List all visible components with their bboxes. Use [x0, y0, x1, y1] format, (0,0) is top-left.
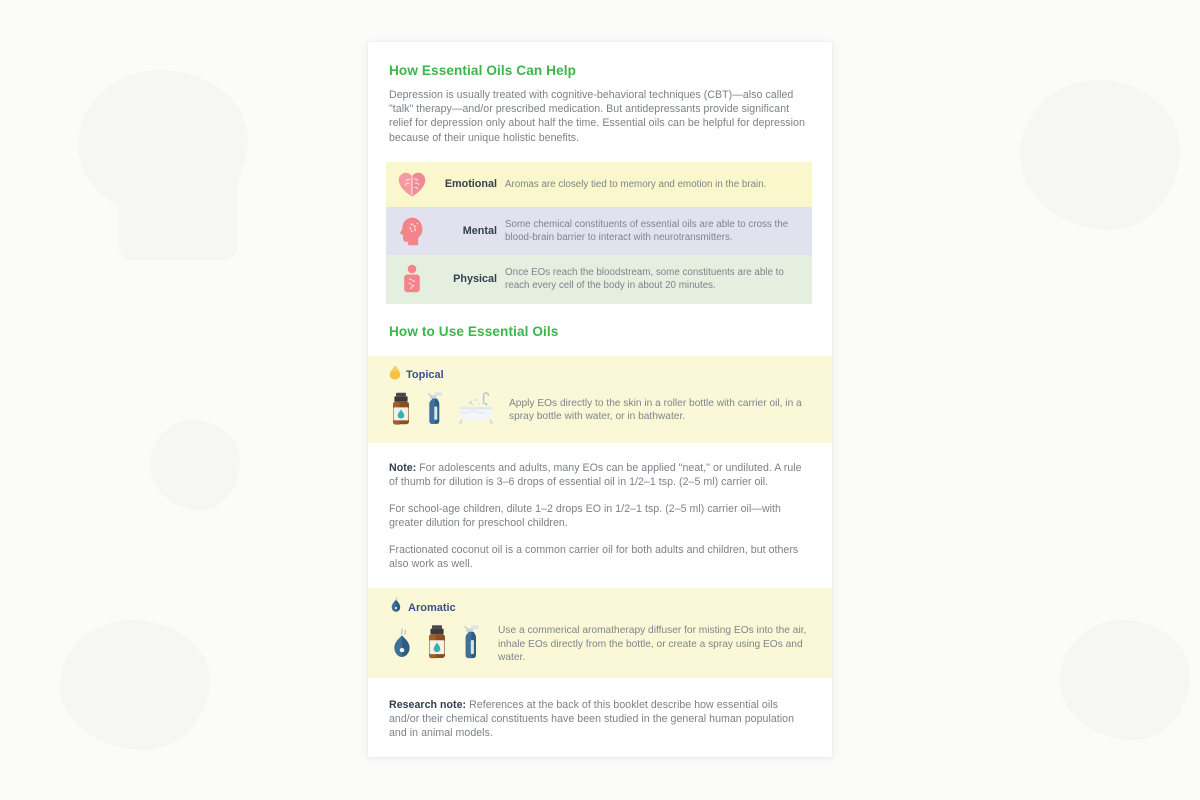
background-watermark	[1020, 80, 1180, 230]
usage-description-aromatic: Use a commerical aromatherapy diffuser for misting EOs into the air, inhale EOs directly from the bottle, or create a spray using EOs and water.	[498, 625, 807, 664]
section-heading-help: How Essential Oils Can Help	[389, 63, 577, 78]
benefit-label-physical: Physical	[453, 273, 497, 286]
usage-head-topical	[389, 365, 811, 385]
background-watermark	[150, 420, 240, 510]
usage-band-topical	[368, 356, 832, 443]
usage-icons-aromatic	[389, 624, 498, 664]
benefit-row-mental	[386, 207, 812, 255]
section-heading-use: How to Use Essential Oils	[389, 323, 559, 339]
document-page	[368, 42, 832, 757]
usage-description-topical: Apply EOs directly to the skin in a roller bottle with carrier oil, in a spray bottle with water, or in bathwater.	[509, 397, 802, 423]
usage-label-topical: Topical	[406, 368, 444, 381]
background-watermark	[60, 620, 210, 750]
benefits-list	[368, 162, 832, 304]
research-note-text: References at the back of this booklet describe how essential oils and/or their chemical constituents have been studied in the general human population and in animal models.	[389, 698, 795, 740]
help-section	[368, 63, 832, 145]
background-watermark	[78, 70, 248, 220]
diffuser-icon	[389, 597, 403, 618]
research-note-label: Research note:	[389, 698, 467, 711]
spray-bottle-icon	[459, 624, 484, 664]
bathtub-icon	[457, 392, 495, 430]
droplet-icon	[389, 365, 401, 385]
benefit-description-physical: Once EOs reach the bloodstream, some constituents are able to reach every cell of the body in about 20 minutes.	[505, 267, 784, 292]
usage-body-topical	[389, 391, 811, 430]
usage-body-aromatic	[389, 624, 811, 665]
benefit-row-physical	[386, 255, 812, 304]
usage-icons-topical	[389, 391, 509, 430]
background-watermark	[1060, 620, 1190, 740]
heart-brain-icon	[386, 171, 438, 198]
benefit-label-emotional: Emotional	[444, 178, 497, 191]
diffuser-icon	[389, 624, 415, 664]
benefit-description-emotional: Aromas are closely tied to memory and emotion in the brain.	[505, 178, 767, 190]
research-note	[368, 698, 832, 741]
body-figure-icon	[386, 264, 438, 295]
note-dilution-text: For adolescents and adults, many EOs can be applied "neat," or undiluted. A rule of thumb for dilution is 3–6 drops of essential oil in 1/2–1 tsp. (2–5 ml) carrier oil.	[389, 461, 802, 489]
research-note-paragraph	[389, 698, 811, 741]
amber-dropper-bottle-icon	[425, 624, 449, 664]
head-profile-icon	[386, 216, 438, 246]
usage-label-aromatic: Aromatic	[408, 601, 456, 614]
note-label: Note:	[389, 461, 417, 474]
usage-band-aromatic	[368, 588, 832, 678]
spray-bottle-icon	[423, 391, 447, 430]
benefit-description-mental: Some chemical constituents of essential oils are able to cross the blood-brain barrier to interact with neurotransmitters.	[505, 218, 789, 243]
use-section-header	[368, 324, 832, 339]
usage-head-aromatic	[389, 597, 811, 618]
note-dilution	[389, 461, 811, 489]
note-children: For school-age children, dilute 1–2 drops EO in 1/2–1 tsp. (2–5 ml) carrier oil—with greater dilution for preschool children.	[389, 502, 781, 529]
intro-paragraph: Depression is usually treated with cognitive-behavioral techniques (CBT)—also called "talk" therapy—and/or prescribed medication. But antidepressants provide significant relief for depression only about half the time. Essential oils can be helpful for depression because of their unique holistic benefits.	[389, 89, 805, 144]
dilution-notes	[368, 461, 832, 571]
note-carrier-oil: Fractionated coconut oil is a common carrier oil for both adults and children, but others also work as well.	[389, 543, 799, 570]
background-watermark	[118, 150, 238, 260]
amber-dropper-bottle-icon	[389, 392, 413, 430]
benefit-label-mental: Mental	[462, 224, 497, 237]
benefit-row-emotional	[386, 162, 812, 207]
